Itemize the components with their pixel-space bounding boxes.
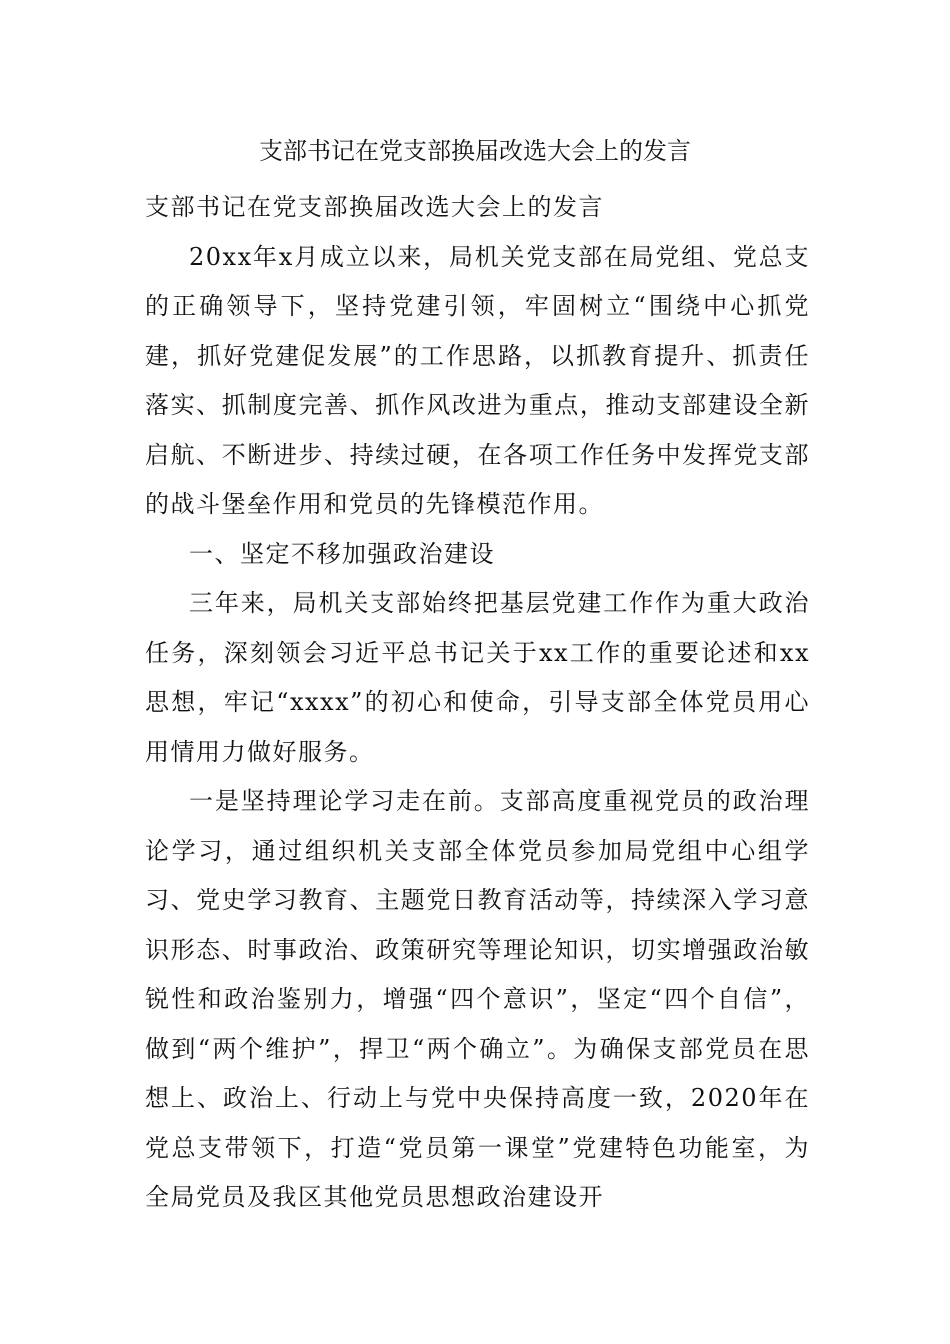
section-heading: 一、坚定不移加强政治建设 [189, 539, 495, 568]
section-paragraph: 三年来，局机关支部始终把基层党建工作作为重大政治任务，深刻领会习近平总书记关于xx工作的重要论述和xx思想，牢记“xxxx”的初心和使命，引导支部全体党员用心用情用力做好服务。 [145, 589, 810, 766]
document-body [145, 183, 810, 1223]
intro-paragraph: 20xx年x月成立以来，局机关党支部在局党组、党总支的正确领导下，坚持党建引领，牢固树立“围绕中心抓党建，抓好党建促发展”的工作思路，以抓教育提升、抓责任落实、抓制度完善、抓作风改进为重点，推动支部建设全新启航、不断进步、持续过硬，在各项工作任务中发挥党支部的战斗堡垒作用和党员的先锋模范作用。 [145, 242, 810, 518]
document-subtitle: 支部书记在党支部换届改选大会上的发言 [145, 193, 604, 221]
section-paragraph: 一是坚持理论学习走在前。支部高度重视党员的政治理论学习，通过组织机关支部全体党员参加局党组中心组学习、党史学习教育、主题党日教育活动等，持续深入学习意识形态、时事政治、政策研究等理论知识，切实增强政治敏锐性和政治鉴别力，增强“四个意识”，坚定“四个自信”，做到“两个维护”，捍卫“两个确立”。为确保支部党员在思想上、政治上、行动上与党中央保持高度一致，2020年在党总支带领下，打造“党员第一课堂”党建特色功能室，为全局党员及我区其他党员思想政治建设开 [145, 787, 810, 1211]
document-title: 支部书记在党支部换届改选大会上的发言 [259, 137, 691, 165]
